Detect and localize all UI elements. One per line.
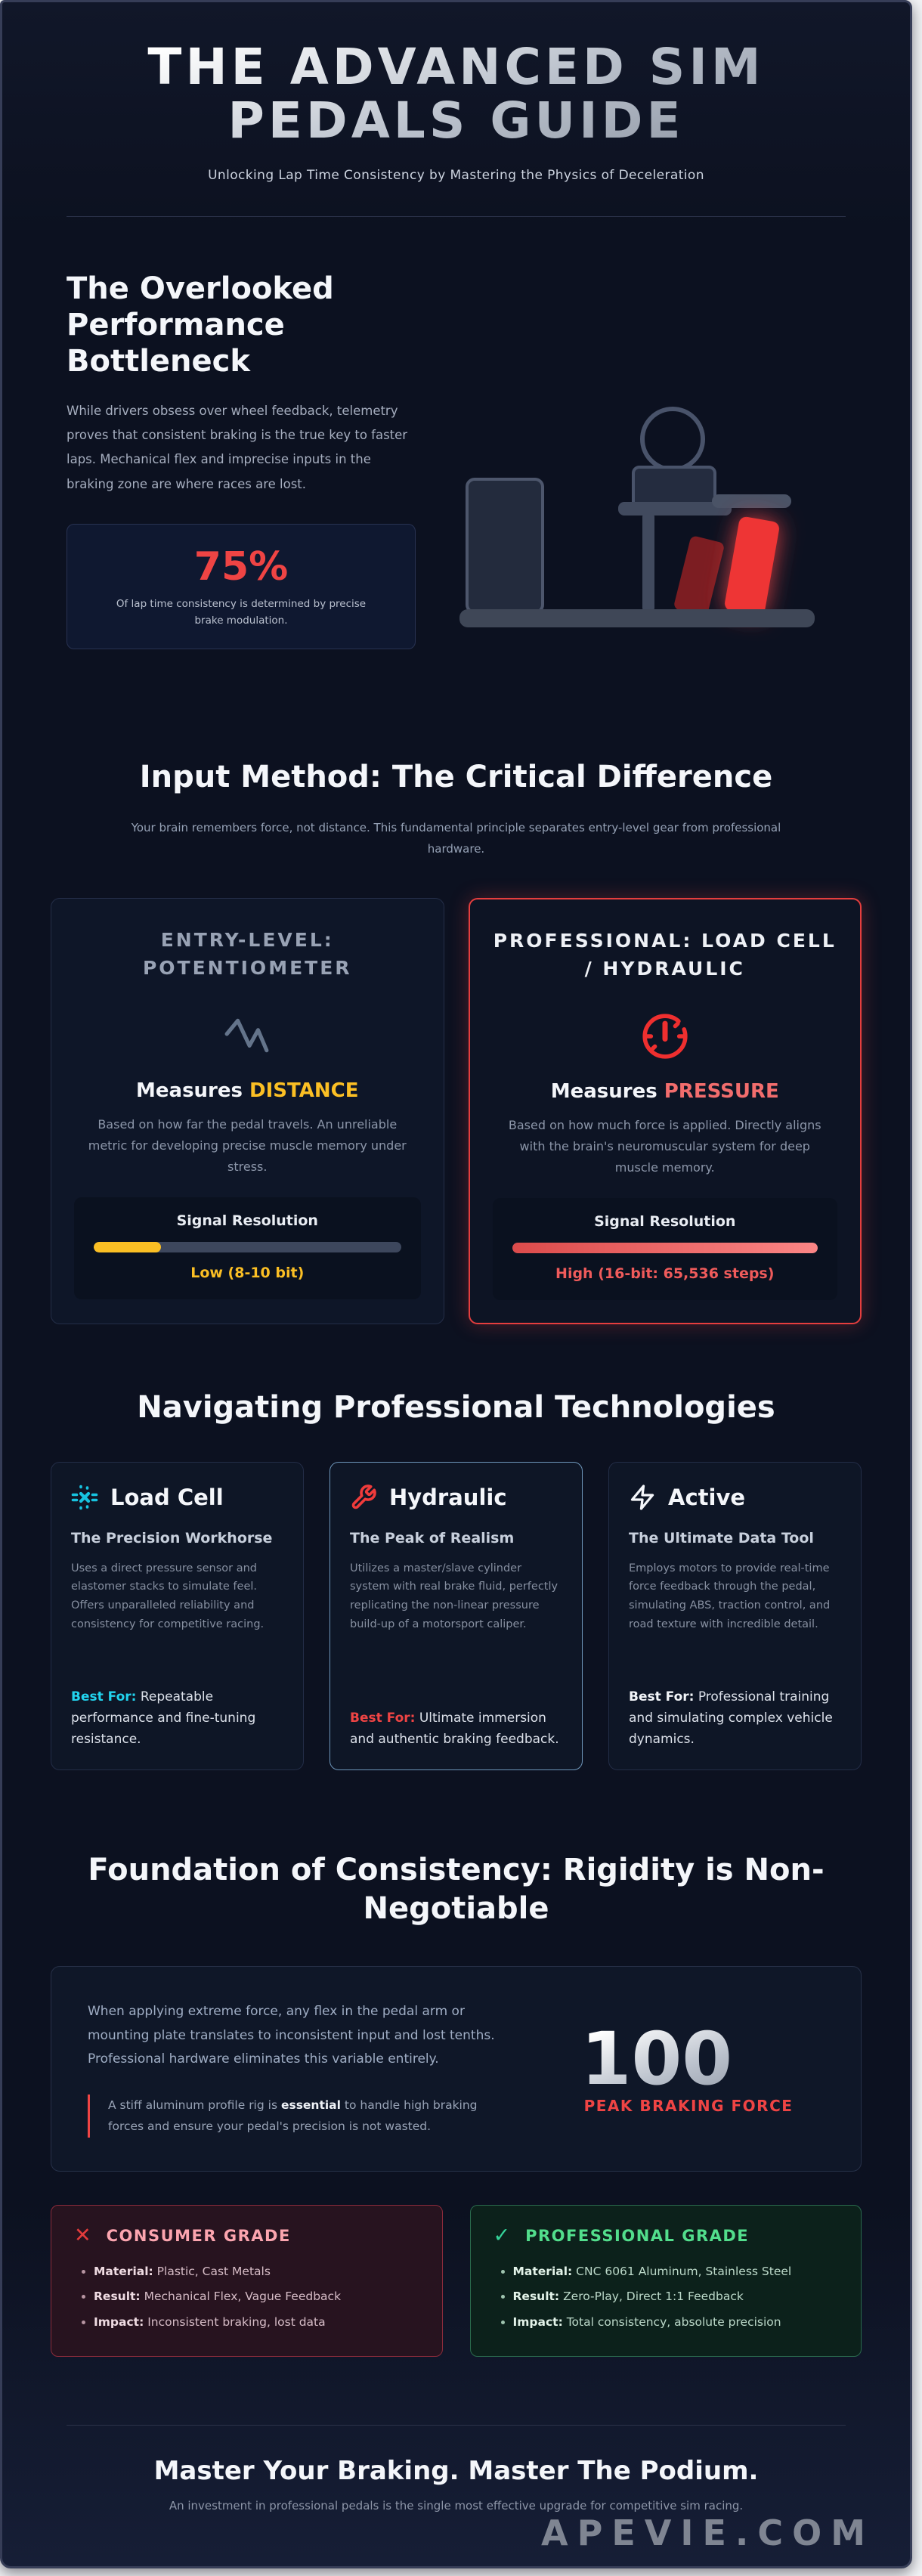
consumer-grade-title: CONSUMER GRADE	[106, 2226, 291, 2245]
hero-section	[2, 2, 910, 229]
peak-force-number: 100	[580, 2017, 733, 2102]
active-title: Active	[668, 1485, 746, 1511]
professional-grade-title: PROFESSIONAL GRADE	[525, 2226, 750, 2245]
meter-fill-high	[512, 1243, 818, 1253]
best-for-label: Best For:	[350, 1711, 416, 1726]
grade-comparison	[51, 2205, 862, 2357]
pedal-dark	[673, 534, 726, 616]
item-value: Inconsistent braking, lost data	[144, 2314, 326, 2329]
rigidity-section	[2, 1816, 910, 2425]
item-label: Material:	[512, 2265, 573, 2279]
load-cell-body: Uses a direct pressure sensor and elastomer stacks to simulate feel. Offers unparalleled reliability and consistency for competitive racing.	[71, 1562, 265, 1630]
bottleneck-section	[2, 229, 910, 720]
best-for-text: Professional training and simulating complex vehicle dynamics.	[629, 1689, 833, 1748]
list-item	[94, 2284, 419, 2309]
consumer-grade-list	[74, 2259, 419, 2335]
professional-grade-list	[493, 2259, 839, 2335]
stat-caption: Of lap time consistency is determined by precise brake modulation.	[116, 597, 367, 627]
list-item	[94, 2310, 419, 2335]
hydraulic-wrench-icon	[350, 1484, 377, 1511]
load-cell-icon	[71, 1484, 98, 1511]
entry-signal-meter	[74, 1197, 421, 1299]
quote-post: to handle high braking forces and ensure your pedal's precision is not wasted.	[108, 2098, 478, 2134]
peak-force-caption: PEAK BRAKING FORCE	[583, 2097, 794, 2116]
active-subtitle: The Ultimate Data Tool	[629, 1530, 814, 1547]
load-cell-title: Load Cell	[110, 1485, 224, 1511]
entry-measures-line	[74, 1079, 421, 1102]
sim-rig-illustration	[446, 367, 854, 670]
meter-track	[512, 1243, 818, 1253]
rig-post	[642, 512, 654, 612]
meter-fill-low	[94, 1242, 161, 1252]
rig-seat	[467, 479, 543, 612]
consumer-grade-header	[74, 2224, 419, 2247]
pro-card-body: Based on how much force is applied. Directly aligns with the brain's neuromuscular system for deep muscle memory.	[508, 1117, 821, 1175]
list-item	[513, 2259, 839, 2284]
input-method-section	[2, 720, 910, 1355]
footer-heading: Master Your Braking. Master The Podium.	[153, 2456, 759, 2486]
entry-level-card	[51, 898, 444, 1324]
active-card	[608, 1462, 862, 1770]
hydraulic-card-header	[350, 1484, 562, 1511]
rig-base-rail	[459, 609, 815, 627]
best-for-label: Best For:	[71, 1689, 137, 1705]
load-cell-subtitle: The Precision Workhorse	[71, 1530, 273, 1547]
item-label: Impact:	[512, 2314, 563, 2329]
item-label: Material:	[94, 2265, 153, 2279]
peak-force-value	[552, 2017, 825, 2102]
consumer-grade-box	[51, 2205, 443, 2357]
x-icon: ✕	[74, 2224, 91, 2248]
professional-grade-header	[493, 2224, 839, 2247]
best-for-text: Repeatable performance and fine-tuning resistance.	[71, 1689, 256, 1748]
driver-head	[642, 409, 703, 469]
pro-measures-line	[493, 1080, 838, 1103]
bottleneck-body: While drivers obsess over wheel feedback, telemetry proves that consistent braking is the true key to faster laps. Mechanical flex and imprecise inputs in the braking zone are where races are lost.	[67, 404, 408, 491]
input-method-subtitle: Your brain remembers force, not distance. This fundamental principle separates entry-level gear from professional hardware.	[131, 821, 781, 856]
active-body: Employs motors to provide real-time force feedback through the pedal, simulating ABS, traction control, and road texture with incredible detail.	[629, 1562, 831, 1630]
meter-track	[94, 1242, 401, 1252]
active-card-header	[629, 1484, 841, 1511]
footer-subtitle: An investment in professional pedals is the single most effective upgrade for competitive sim racing.	[169, 2499, 744, 2513]
measures-prefix: Measures	[136, 1079, 250, 1102]
travel-zigzag-icon	[74, 995, 421, 1076]
active-best-for	[629, 1673, 841, 1750]
stat-value: 75%	[193, 543, 289, 590]
professional-grade-box	[470, 2205, 862, 2357]
measures-prefix: Measures	[550, 1079, 664, 1103]
bottleneck-illustration-column	[446, 271, 854, 720]
entry-card-title: ENTRY-LEVEL: POTENTIOMETER	[142, 928, 352, 980]
item-value: Total consistency, absolute precision	[562, 2314, 781, 2329]
item-label: Result:	[512, 2290, 560, 2304]
professional-card	[469, 898, 862, 1324]
hydraulic-body: Utilizes a master/slave cylinder system with real brake fluid, perfectly replicating the non-linear pressure build-up of a motorsport caliper.	[350, 1562, 558, 1630]
bottleneck-text-column	[67, 271, 416, 720]
hydraulic-subtitle: The Peak of Realism	[350, 1530, 515, 1547]
best-for-text: Ultimate immersion and authentic braking feedback.	[350, 1711, 559, 1748]
item-value: Zero-Play, Direct 1:1 Feedback	[559, 2290, 744, 2304]
pedal-bright	[723, 516, 780, 616]
quote-pre: A stiff aluminum profile rig is	[108, 2098, 281, 2112]
rigidity-text-column	[88, 2000, 516, 2138]
pressure-gauge-icon	[493, 995, 838, 1077]
rigidity-heading: Foundation of Consistency: Rigidity is Non-Negotiable	[88, 1853, 825, 1927]
rigidity-card	[51, 1966, 862, 2172]
item-value: CNC 6061 Aluminum, Stainless Steel	[572, 2265, 792, 2279]
best-for-label: Best For:	[629, 1689, 695, 1705]
item-label: Impact:	[94, 2314, 144, 2329]
brand-watermark: APEVIE.COM	[541, 2513, 874, 2553]
check-icon: ✓	[493, 2224, 511, 2248]
technologies-section	[2, 1355, 910, 1816]
meter-caption-low: Low (8-10 bit)	[190, 1264, 305, 1281]
hero-divider	[67, 216, 846, 217]
item-value: Plastic, Cast Metals	[153, 2265, 271, 2279]
list-item	[513, 2310, 839, 2335]
list-item	[513, 2284, 839, 2309]
measures-value-pressure: PRESSURE	[664, 1079, 779, 1103]
load-cell-best-for	[71, 1673, 283, 1750]
lightning-bolt-icon	[629, 1484, 656, 1511]
technologies-heading: Navigating Professional Technologies	[137, 1390, 775, 1425]
peak-force-unit: kg+	[732, 2024, 797, 2058]
page-title-line2: PEDALS GUIDE	[227, 91, 685, 150]
meter-caption-high: High (16-bit: 65,536 steps)	[555, 1265, 775, 1282]
page-title	[2, 40, 910, 148]
rigidity-body: When applying extreme force, any flex in the pedal arm or mounting plate translates to inconsistent input and lost tenths. Professional hardware eliminates this variable entirely.	[88, 2004, 495, 2067]
peak-force-stat	[552, 2017, 825, 2116]
page-subtitle: Unlocking Lap Time Consistency by Mastering the Physics of Deceleration	[208, 167, 704, 183]
technology-cards	[51, 1462, 862, 1770]
pedal-mount-bar	[712, 494, 791, 508]
page-title-line1: THE ADVANCED SIM	[147, 38, 765, 96]
item-value: Mechanical Flex, Vague Feedback	[140, 2290, 342, 2304]
input-method-heading: Input Method: The Critical Difference	[139, 760, 773, 794]
hydraulic-card	[330, 1462, 583, 1770]
load-cell-card-header	[71, 1484, 283, 1511]
pro-card-title: PROFESSIONAL: LOAD CELL / HYDRAULIC	[493, 929, 837, 980]
load-cell-card	[51, 1462, 304, 1770]
input-method-cards	[51, 898, 862, 1324]
meter-label: Signal Resolution	[594, 1212, 736, 1230]
list-item	[94, 2259, 419, 2284]
footer-divider	[67, 2425, 846, 2426]
pro-signal-meter	[493, 1198, 838, 1300]
item-label: Result:	[94, 2290, 141, 2304]
quote-bold: essential	[280, 2098, 341, 2112]
entry-card-body: Based on how far the pedal travels. An unreliable metric for developing precise muscle memory under stress.	[88, 1116, 407, 1174]
lap-time-stat-card	[67, 524, 416, 650]
rigidity-quote	[88, 2095, 516, 2138]
hydraulic-best-for	[350, 1694, 562, 1750]
measures-value-distance: DISTANCE	[249, 1079, 359, 1102]
meter-label: Signal Resolution	[176, 1212, 318, 1229]
footer-section	[2, 2425, 910, 2568]
bottleneck-heading: The Overlooked Performance Bottleneck	[67, 271, 334, 379]
hydraulic-title: Hydraulic	[389, 1485, 507, 1511]
